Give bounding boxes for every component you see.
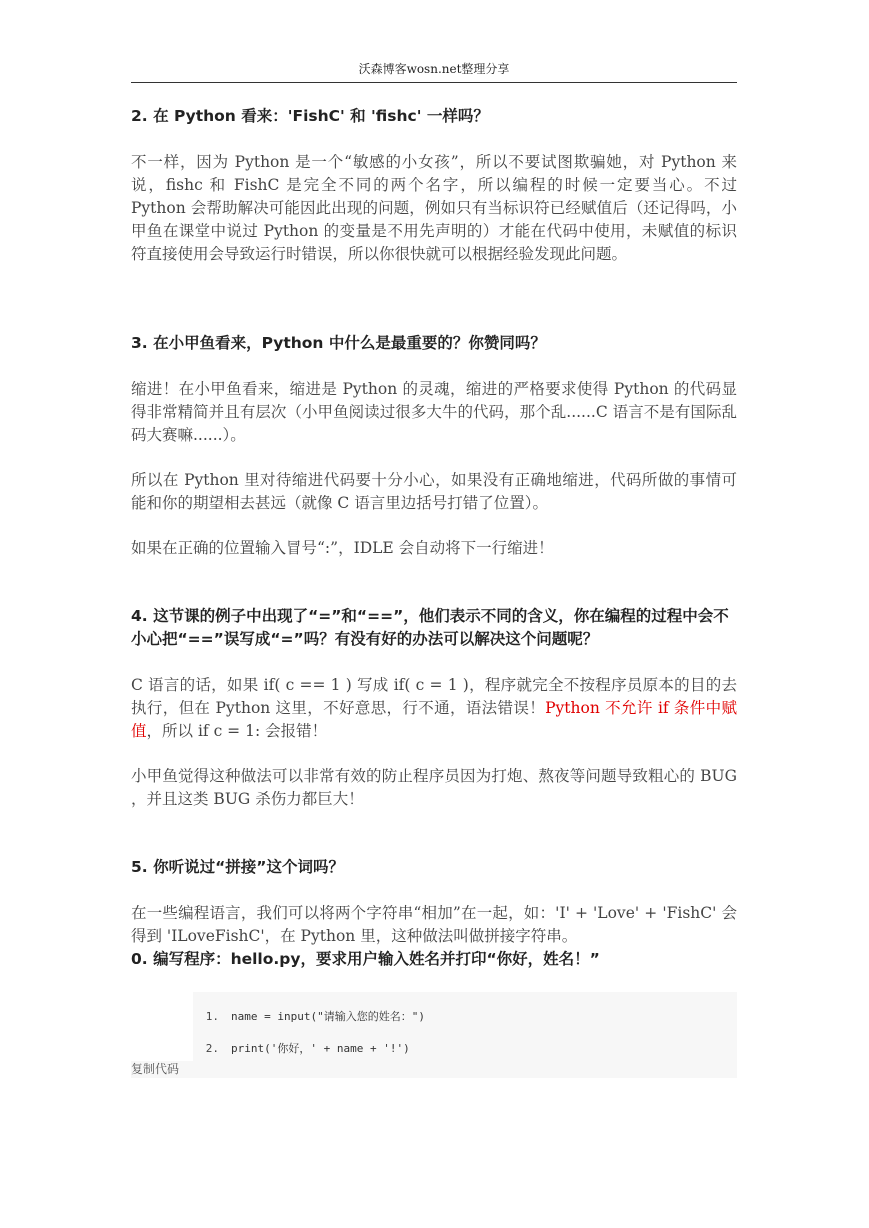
question-3-answer-3: 如果在正确的位置输入冒号“:”，IDLE 会自动将下一行缩进！ (131, 539, 554, 557)
code-block (193, 992, 737, 1078)
question-4-answer-2: 小甲鱼觉得这种做法可以非常有效的防止程序员因为打炮、熬夜等问题导致粗心的 BUG ，并且这类 BUG 杀伤力都巨大！ (131, 767, 737, 808)
header-text: 沃森博客wosn.net整理分享 (358, 62, 510, 76)
code-line (193, 1008, 425, 1024)
line-number: 1. (205, 1010, 219, 1023)
copy-code-button[interactable]: 复制代码 (131, 1061, 193, 1078)
question-3-answer-2: 所以在 Python 里对待缩进代码要十分小心，如果没有正确地缩进，代码所做的事情可能和你的期望相去甚远（就像 C 语言里边括号打错了位置）。 (131, 471, 737, 512)
question-2-title: 2. 在 Python 看来：'FishC' 和 'fishc' 一样吗？ (131, 107, 489, 125)
line-number: 2. (205, 1042, 219, 1055)
question-4-title: 4. 这节课的例子中出现了“=”和“==”，他们表示不同的含义，你在编程的过程中会不小心把“==”误写成“=”吗？有没有好的办法可以解决这个问题呢？ (131, 607, 729, 648)
question-5-answer: 在一些编程语言，我们可以将两个字符串“相加”在一起，如：'I' + 'Love' + 'FishC' 会得到 'ILoveFishC'，在 Python 里，这种做法叫做拼接字符串。 (131, 904, 737, 945)
code-line (193, 1040, 410, 1056)
code-text: print('你好，' + name + '!') (231, 1042, 410, 1055)
question-3-title: 3. 在小甲鱼看来，Python 中什么是最重要的？你赞同吗？ (131, 334, 546, 352)
code-text: name = input("请输入您的姓名：") (231, 1010, 425, 1023)
program-0-title: 0. 编写程序：hello.py，要求用户输入姓名并打印“你好，姓名！” (131, 950, 600, 968)
question-5-title: 5. 你听说过“拼接”这个词吗？ (131, 858, 344, 876)
q4-text-a: C 语言的话，如果 if( c == 1 ) 写成 if( c = 1 )，程序就完全不按程序员原本的目的去执行，但在 Python 这里，不好意思，行不通，语法错误！ (131, 676, 737, 717)
q4-highlight: Python 不允许 if 条件中赋值 (131, 699, 737, 740)
q4-text-b: ，所以 if c = 1: 会报错！ (146, 722, 328, 740)
page-header (131, 60, 737, 83)
question-2-answer: 不一样，因为 Python 是一个“敏感的小女孩”，所以不要试图欺骗她，对 Python 来说，fishc 和 FishC 是完全不同的两个名字，所以编程的时候一定要当心。不过 Python 会帮助解决可能因此出现的问题，例如只有当标识符已经赋值后（还记得吗，小甲鱼在课堂中说过 Python 的变量是不用先声明的）才能在代码中使用，未赋值的标识符直接使用会导致运行时错误，所以你很快就可以根据经验发现此问题。 (131, 153, 737, 263)
question-3-answer-1: 缩进！在小甲鱼看来，缩进是 Python 的灵魂，缩进的严格要求使得 Python 的代码显得非常精简并且有层次（小甲鱼阅读过很多大牛的代码，那个乱......C 语言不是有国际乱码大赛嘛......）。 (131, 380, 737, 444)
question-4-answer-1 (131, 674, 737, 743)
